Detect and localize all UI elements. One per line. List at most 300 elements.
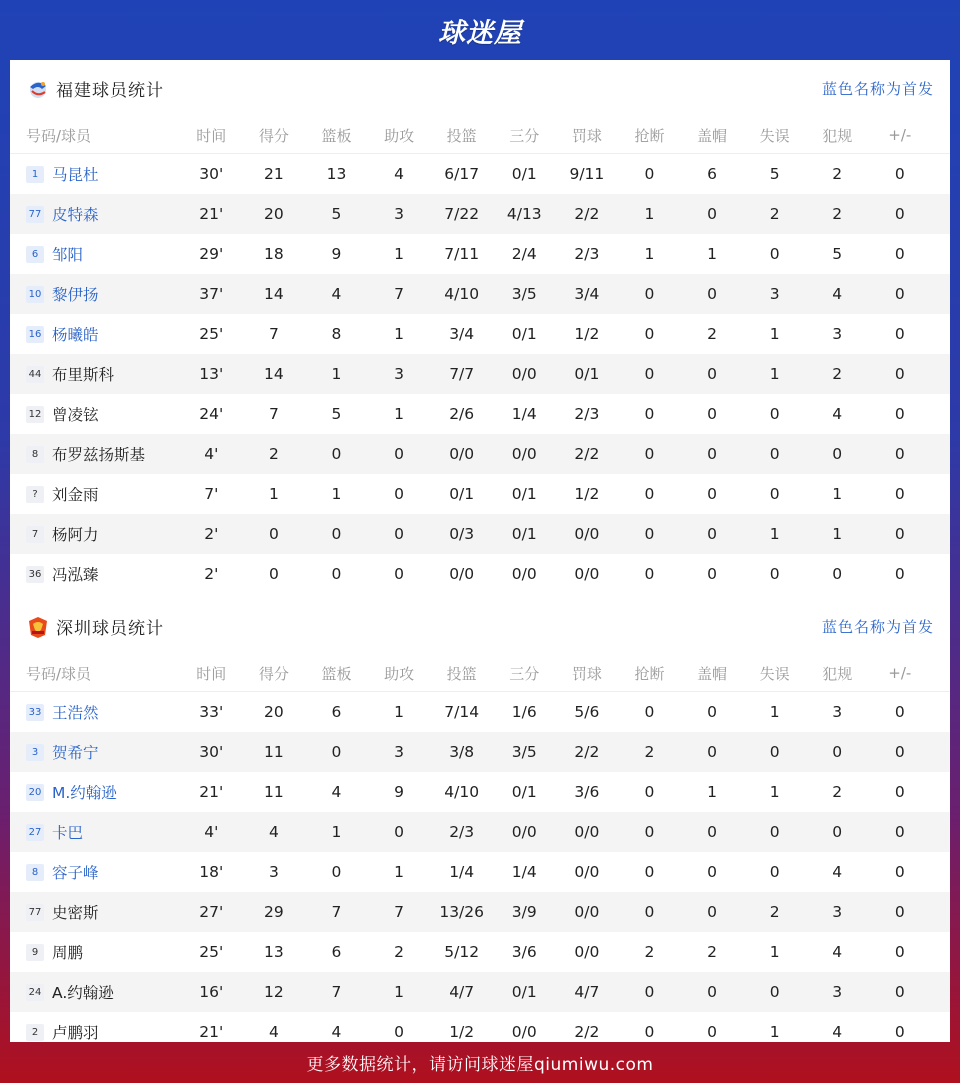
stat-cell: 0/1 xyxy=(511,325,537,343)
stat-cell: 0/1 xyxy=(511,783,537,801)
stat-cell: 7/7 xyxy=(449,365,475,383)
stat-cell: 2 xyxy=(832,783,843,801)
stat-cell: 0 xyxy=(707,743,717,761)
stat-cell: 7 xyxy=(331,983,342,1001)
player-row[interactable] xyxy=(10,1012,950,1042)
column-header[interactable]: 得分 xyxy=(258,664,289,683)
stat-cell: 0 xyxy=(644,903,655,921)
stat-cell: 0 xyxy=(769,863,780,881)
stat-cell: 1 xyxy=(394,863,405,881)
stat-cell: 0 xyxy=(707,823,717,841)
stat-cell: 0 xyxy=(769,565,780,583)
player-cell xyxy=(10,781,180,803)
player-name[interactable]: 刘金雨 xyxy=(52,486,99,504)
player-cell xyxy=(10,1021,180,1042)
team-section xyxy=(10,60,950,598)
stat-cell: 2/4 xyxy=(511,245,537,263)
stat-cell: 1 xyxy=(707,245,717,263)
footer-banner[interactable] xyxy=(0,1042,960,1083)
column-header[interactable]: +/- xyxy=(888,664,912,682)
stat-cell: 3/5 xyxy=(511,743,537,761)
stat-cell: 2 xyxy=(769,205,780,223)
stat-cell: 0 xyxy=(769,743,780,761)
stat-cell: 30' xyxy=(199,165,224,183)
stat-cell: 3/5 xyxy=(511,285,537,303)
stat-cell: 29' xyxy=(199,245,224,263)
jersey-number: 16 xyxy=(26,326,44,343)
column-header[interactable]: 罚球 xyxy=(571,126,602,145)
stat-cell: 0 xyxy=(707,365,717,383)
player-name[interactable]: 周鹏 xyxy=(52,944,84,962)
stat-cell: 4' xyxy=(204,823,219,841)
table-header-row xyxy=(10,655,950,692)
stat-cell: 3 xyxy=(769,285,780,303)
stat-cell: 2 xyxy=(644,743,655,761)
stat-cell: 2 xyxy=(832,365,843,383)
player-row[interactable] xyxy=(10,474,950,514)
stat-cell: 0 xyxy=(894,365,905,383)
stat-cell: 0 xyxy=(894,863,905,881)
fujian-logo xyxy=(26,77,50,101)
stat-cell: 3/9 xyxy=(511,903,537,921)
stat-cell: 6 xyxy=(331,703,342,721)
column-header[interactable]: 三分 xyxy=(509,126,540,145)
stat-cell: 18 xyxy=(264,245,284,263)
player-row[interactable] xyxy=(10,274,950,314)
stat-cell: 0 xyxy=(644,983,655,1001)
stat-cell: 33' xyxy=(199,703,224,721)
player-name[interactable]: 黎伊扬 xyxy=(52,286,99,304)
player-cell xyxy=(10,243,180,265)
stat-cell: 7 xyxy=(331,903,342,921)
stat-cell: 0 xyxy=(707,1023,717,1041)
stat-cell: 11 xyxy=(264,743,284,761)
stat-cell: 1/2 xyxy=(449,1023,475,1041)
site-logo-text: 球迷屋 xyxy=(438,17,522,49)
team-title-wrap xyxy=(26,76,164,101)
player-row[interactable] xyxy=(10,972,950,1012)
stat-cell: 1/2 xyxy=(574,325,600,343)
stat-cell: 0/0 xyxy=(511,365,537,383)
team-title: 深圳球员统计 xyxy=(56,619,164,639)
stat-cell: 0 xyxy=(394,565,405,583)
stat-cell: 0 xyxy=(707,205,717,223)
player-cell xyxy=(10,901,180,923)
stat-cell: 2/6 xyxy=(449,405,475,423)
stat-cell: 2 xyxy=(769,903,780,921)
stat-cell: 0/0 xyxy=(449,565,475,583)
stat-cell: 14 xyxy=(264,285,284,303)
stat-cell: 0 xyxy=(707,445,717,463)
column-header[interactable]: 助攻 xyxy=(384,126,415,145)
column-header[interactable]: 失误 xyxy=(759,664,790,683)
jersey-number: 6 xyxy=(26,246,44,263)
player-cell xyxy=(10,523,180,545)
stat-cell: 20 xyxy=(264,205,284,223)
jersey-number: 33 xyxy=(26,704,44,721)
player-cell xyxy=(10,363,180,385)
stat-cell: 4/13 xyxy=(506,205,542,223)
stat-cell: 1 xyxy=(394,983,405,1001)
stat-cell: 2/3 xyxy=(574,405,600,423)
stat-cell: 4 xyxy=(394,165,405,183)
stat-cell: 0 xyxy=(644,525,655,543)
stat-cell: 0 xyxy=(644,445,655,463)
player-row[interactable] xyxy=(10,514,950,554)
stat-cell: 4 xyxy=(832,943,843,961)
stat-cell: 5 xyxy=(769,165,780,183)
stat-cell: 0/0 xyxy=(449,445,475,463)
stat-cell: 5/12 xyxy=(444,943,480,961)
jersey-number: 8 xyxy=(26,446,44,463)
stat-cell: 4' xyxy=(204,445,219,463)
stat-cell: 4/10 xyxy=(444,783,480,801)
stat-cell: 0 xyxy=(707,703,717,721)
stat-cell: 21 xyxy=(264,165,284,183)
shenzhen-logo xyxy=(26,615,50,639)
stat-cell: 7 xyxy=(394,903,405,921)
stat-cell: 0 xyxy=(268,565,279,583)
column-header[interactable]: 篮板 xyxy=(321,126,352,145)
stat-cell: 4 xyxy=(832,1023,843,1041)
player-cell xyxy=(10,741,180,763)
stat-cell: 0 xyxy=(644,405,655,423)
stat-cell: 1 xyxy=(769,703,780,721)
stat-cell: 2 xyxy=(394,943,405,961)
player-cell xyxy=(10,701,180,723)
site-logo[interactable] xyxy=(0,0,960,60)
stat-cell: 2' xyxy=(204,565,219,583)
stat-cell: 0 xyxy=(394,1023,405,1041)
stat-cell: 7' xyxy=(204,485,219,503)
stat-cell: 0 xyxy=(644,783,655,801)
stat-cell: 0 xyxy=(894,445,905,463)
stat-cell: 3 xyxy=(394,743,405,761)
stat-cell: 5/6 xyxy=(574,703,600,721)
column-header[interactable]: 失误 xyxy=(759,126,790,145)
player-name[interactable]: 史密斯 xyxy=(52,904,99,922)
column-header[interactable]: 三分 xyxy=(509,664,540,683)
stat-cell: 0 xyxy=(894,325,905,343)
stat-cell: 0/0 xyxy=(511,1023,537,1041)
player-name[interactable]: 皮特森 xyxy=(52,206,99,224)
column-header[interactable]: 犯规 xyxy=(822,126,853,145)
stat-cell: 2 xyxy=(832,165,843,183)
stat-cell: 0 xyxy=(331,525,342,543)
column-header[interactable]: 罚球 xyxy=(571,664,602,683)
stat-cell: 4 xyxy=(832,863,843,881)
stat-cell: 4 xyxy=(331,783,342,801)
stat-cell: 0 xyxy=(769,245,780,263)
column-header[interactable]: 助攻 xyxy=(384,664,415,683)
column-header[interactable]: 篮板 xyxy=(321,664,352,683)
player-row[interactable] xyxy=(10,194,950,234)
player-row[interactable] xyxy=(10,394,950,434)
column-header[interactable]: 犯规 xyxy=(822,664,853,683)
player-cell xyxy=(10,403,180,425)
player-name[interactable]: 马昆杜 xyxy=(52,166,99,184)
player-cell xyxy=(10,483,180,505)
stat-cell: 1 xyxy=(769,325,780,343)
jersey-number: 20 xyxy=(26,784,44,801)
column-header[interactable]: 投篮 xyxy=(446,664,477,683)
stat-cell: 1 xyxy=(769,525,780,543)
jersey-number: 7 xyxy=(26,526,44,543)
player-cell xyxy=(10,981,180,1003)
jersey-number: 10 xyxy=(26,286,44,303)
column-header[interactable]: 盖帽 xyxy=(697,664,728,683)
stat-cell: 0/0 xyxy=(574,903,600,921)
footer-text: 更多数据统计，请访问球迷屋qiumiwu.com xyxy=(306,1055,654,1075)
stat-cell: 2/2 xyxy=(574,205,600,223)
stat-cell: 0 xyxy=(707,565,717,583)
team-section xyxy=(10,598,950,1042)
stat-cell: 21' xyxy=(199,205,224,223)
stat-cell: 1 xyxy=(394,245,405,263)
jersey-number: 77 xyxy=(26,206,44,223)
stat-cell: 0/0 xyxy=(511,823,537,841)
stat-cell: 7/11 xyxy=(444,245,480,263)
stat-cell: 0/0 xyxy=(574,565,600,583)
column-header[interactable]: 时间 xyxy=(196,664,227,683)
stat-cell: 0 xyxy=(894,405,905,423)
stat-cell: 0 xyxy=(894,983,905,1001)
stat-cell: 0 xyxy=(769,485,780,503)
stat-cell: 0 xyxy=(894,165,905,183)
stat-cell: 0 xyxy=(644,365,655,383)
stat-cell: 3 xyxy=(394,365,405,383)
player-row[interactable] xyxy=(10,772,950,812)
column-header[interactable]: 抢断 xyxy=(634,126,665,145)
team-title: 福建球员统计 xyxy=(56,81,164,101)
player-name[interactable]: 杨阿力 xyxy=(52,526,99,544)
team-header xyxy=(10,598,950,655)
stat-cell: 0 xyxy=(707,525,717,543)
stat-cell: 0 xyxy=(644,165,655,183)
stat-cell: 0 xyxy=(832,565,843,583)
stat-cell: 1 xyxy=(769,783,780,801)
player-row[interactable] xyxy=(10,554,950,594)
stat-cell: 0 xyxy=(894,823,905,841)
column-header[interactable]: 投篮 xyxy=(446,126,477,145)
player-row[interactable] xyxy=(10,154,950,194)
column-header[interactable]: +/- xyxy=(888,126,912,144)
stat-cell: 3 xyxy=(268,863,279,881)
column-header[interactable]: 号码/球员 xyxy=(26,126,92,145)
stat-cell: 1 xyxy=(832,525,843,543)
stat-cell: 0/1 xyxy=(511,485,537,503)
column-header[interactable]: 得分 xyxy=(258,126,289,145)
stat-cell: 0 xyxy=(394,445,405,463)
player-name[interactable]: 王浩然 xyxy=(52,704,99,722)
player-row[interactable] xyxy=(10,314,950,354)
stat-cell: 0 xyxy=(769,445,780,463)
jersey-number: 24 xyxy=(26,984,44,1001)
player-row[interactable] xyxy=(10,812,950,852)
jersey-number: 3 xyxy=(26,744,44,761)
stat-cell: 0 xyxy=(644,285,655,303)
stat-cell: 7 xyxy=(268,405,279,423)
stat-cell: 2/3 xyxy=(574,245,600,263)
stat-cell: 3/6 xyxy=(511,943,537,961)
stat-cell: 7 xyxy=(394,285,405,303)
stat-cell: 0/1 xyxy=(449,485,475,503)
stat-cell: 3/4 xyxy=(449,325,475,343)
stat-cell: 0 xyxy=(894,205,905,223)
stat-cell: 18' xyxy=(199,863,224,881)
stat-cell: 0 xyxy=(894,783,905,801)
stat-cell: 0 xyxy=(707,405,717,423)
player-row[interactable] xyxy=(10,732,950,772)
stat-cell: 6 xyxy=(707,165,717,183)
player-name[interactable]: 卢鹏羽 xyxy=(52,1024,99,1042)
stat-cell: 0 xyxy=(894,743,905,761)
stat-cell: 3/8 xyxy=(449,743,475,761)
stat-cell: 0 xyxy=(894,245,905,263)
player-name[interactable]: 杨曦皓 xyxy=(52,326,99,344)
column-header[interactable]: 抢断 xyxy=(634,664,665,683)
stat-cell: 1 xyxy=(394,325,405,343)
stat-cell: 2 xyxy=(832,205,843,223)
stat-cell: 0 xyxy=(268,525,279,543)
player-row[interactable] xyxy=(10,892,950,932)
player-row[interactable] xyxy=(10,234,950,274)
stat-cell: 0 xyxy=(644,863,655,881)
stat-cell: 0 xyxy=(832,823,843,841)
player-cell xyxy=(10,861,180,883)
stat-cell: 3/4 xyxy=(574,285,600,303)
player-name[interactable]: 布里斯科 xyxy=(52,366,115,384)
stat-cell: 25' xyxy=(199,943,224,961)
stat-cell: 4/7 xyxy=(449,983,475,1001)
player-cell xyxy=(10,203,180,225)
player-row[interactable] xyxy=(10,852,950,892)
stat-cell: 2/2 xyxy=(574,445,600,463)
stat-cell: 13 xyxy=(264,943,284,961)
player-name[interactable]: 邹阳 xyxy=(52,246,84,264)
stat-cell: 0 xyxy=(644,485,655,503)
stat-cell: 1/6 xyxy=(511,703,537,721)
stat-cell: 0 xyxy=(707,485,717,503)
column-header[interactable]: 号码/球员 xyxy=(26,664,92,683)
stat-cell: 0 xyxy=(644,1023,655,1041)
stat-cell: 2/3 xyxy=(449,823,475,841)
jersey-number: 2 xyxy=(26,1024,44,1041)
stat-cell: 4/7 xyxy=(574,983,600,1001)
stat-cell: 37' xyxy=(199,285,224,303)
stat-cell: 6/17 xyxy=(444,165,480,183)
stat-cell: 0 xyxy=(894,525,905,543)
player-cell xyxy=(10,563,180,585)
stat-cell: 0 xyxy=(894,703,905,721)
stat-cell: 4 xyxy=(331,1023,342,1041)
stat-cell: 1 xyxy=(769,365,780,383)
stat-cell: 5 xyxy=(331,205,342,223)
player-row[interactable] xyxy=(10,692,950,732)
column-header[interactable]: 时间 xyxy=(196,126,227,145)
stat-cell: 0 xyxy=(832,445,843,463)
player-cell xyxy=(10,941,180,963)
stat-cell: 0/1 xyxy=(574,365,600,383)
jersey-number: 1 xyxy=(26,166,44,183)
stat-cell: 3 xyxy=(394,205,405,223)
stat-cell: 13' xyxy=(199,365,224,383)
stat-cell: 1 xyxy=(644,205,655,223)
stat-cell: 0 xyxy=(644,325,655,343)
stat-cell: 0 xyxy=(894,565,905,583)
stat-cell: 1 xyxy=(331,365,342,383)
stat-cell: 0 xyxy=(394,823,405,841)
column-header[interactable]: 盖帽 xyxy=(697,126,728,145)
stat-cell: 1 xyxy=(707,783,717,801)
stat-cell: 2/2 xyxy=(574,743,600,761)
stat-cell: 1 xyxy=(832,485,843,503)
player-name[interactable]: A.约翰逊 xyxy=(52,984,114,1002)
stat-cell: 2 xyxy=(644,943,655,961)
player-name[interactable]: 冯泓臻 xyxy=(52,566,99,584)
player-row[interactable] xyxy=(10,932,950,972)
stat-cell: 0/0 xyxy=(511,445,537,463)
stat-cell: 7/14 xyxy=(444,703,480,721)
player-name[interactable]: 容子峰 xyxy=(52,864,99,882)
stat-cell: 25' xyxy=(199,325,224,343)
stat-cell: 24' xyxy=(199,405,224,423)
stat-cell: 11 xyxy=(264,783,284,801)
jersey-number: 36 xyxy=(26,566,44,583)
stat-cell: 4 xyxy=(268,1023,279,1041)
player-name[interactable]: 曾凌铉 xyxy=(52,406,99,424)
player-name[interactable]: M.约翰逊 xyxy=(52,784,117,802)
stat-cell: 0 xyxy=(394,485,405,503)
stat-cell: 0 xyxy=(331,445,342,463)
stat-cell: 4 xyxy=(832,285,843,303)
jersey-number: 8 xyxy=(26,864,44,881)
stat-cell: 5 xyxy=(331,405,342,423)
stat-cell: 21' xyxy=(199,783,224,801)
player-row[interactable] xyxy=(10,434,950,474)
stat-cell: 0 xyxy=(644,703,655,721)
stat-cell: 2 xyxy=(268,445,279,463)
stat-cell: 9 xyxy=(331,245,342,263)
player-name[interactable]: 贺希宁 xyxy=(52,744,99,762)
stat-cell: 2/2 xyxy=(574,1023,600,1041)
stat-cell: 14 xyxy=(264,365,284,383)
stat-cell: 0 xyxy=(707,285,717,303)
player-cell xyxy=(10,323,180,345)
player-name[interactable]: 卡巴 xyxy=(52,824,84,842)
stat-cell: 0 xyxy=(769,823,780,841)
stat-cell: 2' xyxy=(204,525,219,543)
player-cell xyxy=(10,821,180,843)
player-row[interactable] xyxy=(10,354,950,394)
stat-cell: 3 xyxy=(832,983,843,1001)
stat-cell: 27' xyxy=(199,903,224,921)
stat-cell: 1 xyxy=(331,485,342,503)
stat-cell: 0 xyxy=(894,485,905,503)
team-header xyxy=(10,60,950,117)
stat-cell: 3 xyxy=(832,903,843,921)
player-name[interactable]: 布罗兹扬斯基 xyxy=(52,446,146,464)
stat-cell: 4 xyxy=(832,405,843,423)
table-header-row xyxy=(10,117,950,154)
stat-cell: 0/1 xyxy=(511,983,537,1001)
stat-cell: 0 xyxy=(331,743,342,761)
stat-cell: 21' xyxy=(199,1023,224,1041)
stat-cell: 6 xyxy=(331,943,342,961)
jersey-number: 77 xyxy=(26,904,44,921)
stat-cell: 1 xyxy=(769,1023,780,1041)
stat-cell: 1 xyxy=(394,703,405,721)
